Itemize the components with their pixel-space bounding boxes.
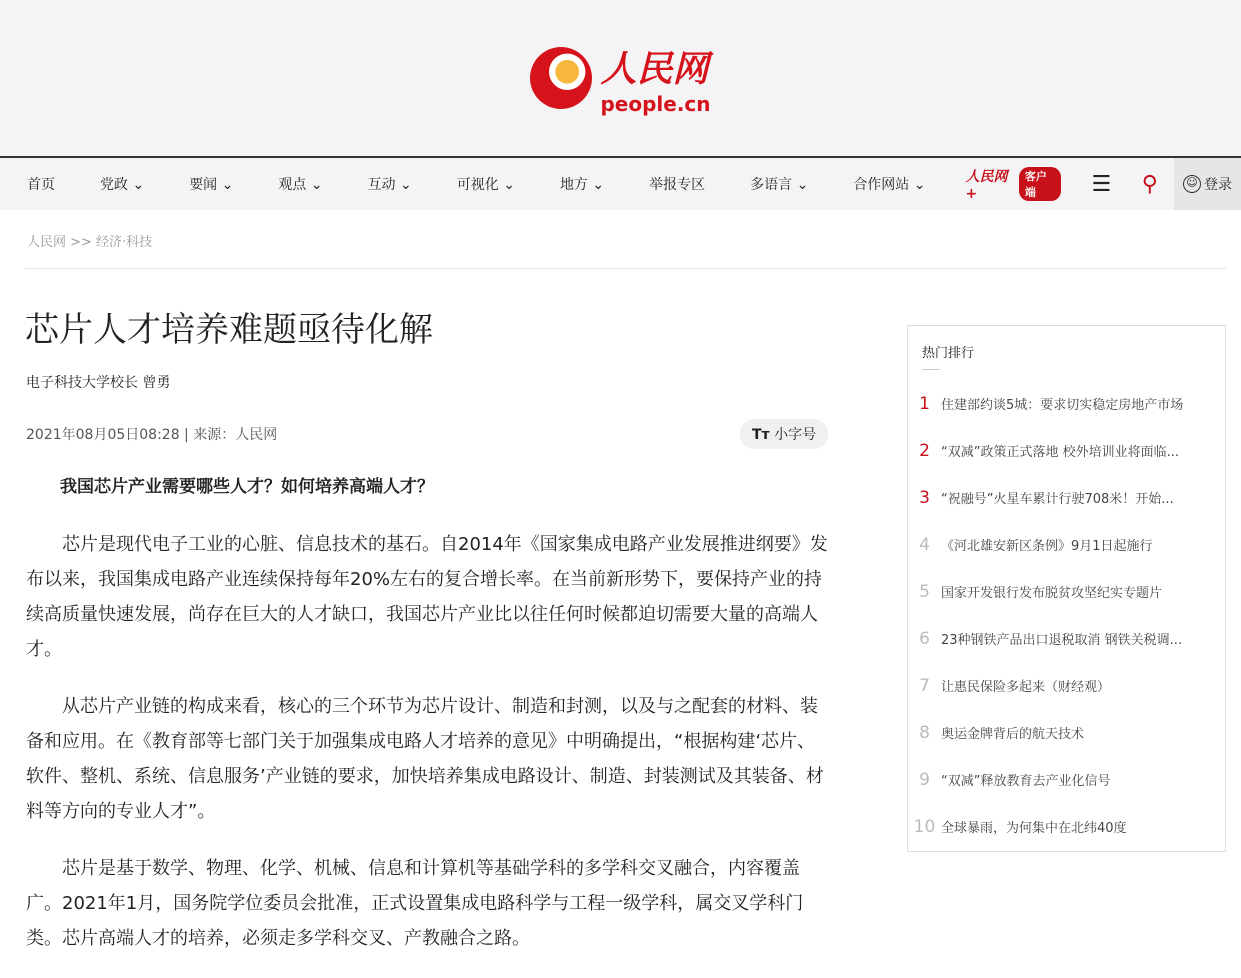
nav-item-label: 党政 [100,177,128,193]
site-logo[interactable] [530,41,710,116]
user-icon: ☺ [1183,175,1201,193]
font-size-toggle[interactable] [740,419,828,449]
chevron-down-icon: ⌄ [217,177,234,193]
rank-number: 5 [919,581,930,602]
nav-item-label: 可视化 [456,177,499,193]
article-paragraph: 芯片是基于数学、物理、化学、机械、信息和计算机等基础学科的多学科交叉融合，内容覆盖广。2021年1月，国务院学位委员会批准，正式设置集成电路科学与工程一级学科，属交叉学科门类。芯片高端人才的培养，必须走多学科交叉、产教融合之路。 [26,858,804,949]
rank-number: 1 [919,393,930,414]
ranking-item[interactable] [908,521,1225,568]
chevron-down-icon: ⌄ [498,177,515,193]
article-meta: 2021年08月05日08:28 | 来源：人民网 [26,427,278,443]
page-title: 芯片人才培养难题亟待化解 [25,310,433,350]
rank-link[interactable]: 《河北雄安新区条例》9月1日起施行 [941,539,1153,554]
app-label: 人民网+ [965,169,1008,202]
nav-item-label: 互动 [367,177,396,193]
logo-en: people.cn [600,91,711,116]
rank-link[interactable]: 国家开发银行发布脱贫攻坚纪实专题片 [941,586,1163,601]
main-nav [0,156,1241,210]
rank-link[interactable]: “双减”政策正式落地 校外培训业将面临... [941,445,1179,460]
hot-ranking-panel [907,325,1226,852]
rank-link[interactable]: 住建部约谈5城：要求切实稳定房地产市场 [941,398,1184,413]
chevron-down-icon: ⌄ [306,177,323,193]
chevron-down-icon: ⌄ [128,177,145,193]
chevron-down-icon: ⌄ [909,177,926,193]
nav-item[interactable] [0,174,55,194]
menu-icon[interactable]: ☰ [1091,171,1112,197]
nav-item-label: 观点 [278,177,307,193]
ranking-item[interactable] [908,662,1225,709]
nav-item[interactable] [430,174,515,194]
ranking-item[interactable] [908,474,1225,521]
nav-item-label: 多语言 [750,177,793,193]
title-underline [922,369,940,370]
nav-item[interactable] [73,174,144,194]
rank-link[interactable]: 让惠民保险多起来（财经观） [941,680,1111,695]
chevron-down-icon: ⌄ [792,177,809,193]
logo-cn: 人民网 [600,47,709,90]
rank-number: 8 [919,722,930,743]
article-author: 电子科技大学校长 曾勇 [26,375,171,391]
nav-item[interactable] [162,174,233,194]
ranking-item[interactable] [908,615,1225,662]
article-body [26,470,832,978]
ranking-item[interactable] [908,427,1225,474]
ranking-item[interactable] [908,709,1225,756]
nav-item-label: 地方 [559,177,588,193]
rank-link[interactable]: 23种钢铁产品出口退税取消 钢铁关税调... [941,633,1183,648]
breadcrumb[interactable]: 人民网 >> 经济·科技 [27,235,153,250]
rank-number: 6 [919,628,930,649]
font-size-label: 小字号 [774,427,817,443]
rank-number: 3 [919,487,930,508]
rank-link[interactable]: 奥运金牌背后的航天技术 [941,727,1085,742]
login-label: 登录 [1203,177,1232,193]
rank-link[interactable]: “祝融号”火星车累计行驶708米！开始... [941,492,1174,507]
search-icon[interactable]: ⚲ [1141,171,1158,197]
ranking-item[interactable] [908,568,1225,615]
article-paragraph: 芯片是现代电子工业的心脏、信息技术的基石。自2014年《国家集成电路产业发展推进纲要》发布以来，我国集成电路产业连续保持每年20%左右的复合增长率。在当前新形势下，要保持产业的持续高质量快速发展，尚存在巨大的人才缺口，我国芯片产业比以往任何时候都迫切需要大量的高端人才。 [26,534,828,660]
ranking-item[interactable] [908,756,1225,803]
nav-item[interactable] [622,174,705,194]
rank-link[interactable]: “双减”释放教育去产业化信号 [941,774,1111,789]
site-header [0,0,1241,156]
nav-item-label: 首页 [27,177,55,193]
app-download-link[interactable] [966,166,1062,202]
ranking-item[interactable] [908,380,1225,427]
rank-number: 2 [919,440,930,461]
nav-item[interactable] [533,174,604,194]
rank-number: 4 [919,534,930,555]
login-button[interactable] [1174,158,1241,210]
nav-item[interactable] [723,174,808,194]
chevron-down-icon: ⌄ [587,177,605,193]
rank-link[interactable]: 全球暴雨，为何集中在北纬40度 [941,821,1127,836]
divider [25,268,1226,269]
article-lead: 我国芯片产业需要哪些人才？如何培养高端人才？ [60,477,434,497]
ranking-item[interactable] [908,803,1225,850]
rank-number: 9 [919,769,930,790]
nav-item[interactable] [251,174,322,194]
nav-item-label: 合作网站 [853,177,910,193]
rank-number: 7 [919,675,930,696]
nav-item[interactable] [826,174,925,194]
nav-item-label: 举报专区 [649,177,706,193]
hot-ranking-title: 热门排行 [922,346,975,361]
font-size-icon: Tт [752,427,770,443]
rank-number: 10 [913,816,936,837]
chevron-down-icon: ⌄ [395,177,412,193]
nav-item[interactable] [341,174,412,194]
nav-item-label: 要闻 [189,177,218,193]
app-badge: 客户端 [1019,167,1061,201]
article-paragraph: 从芯片产业链的构成来看，核心的三个环节为芯片设计、制造和封测，以及与之配套的材料、装备和应用。在《教育部等七部门关于加强集成电路人才培养的意见》中明确提出，“根据构建‘芯片、软件、整机、系统、信息服务’产业链的要求，加快培养集成电路设计、制造、封装测试及其装备、材料等方向的专业人才”。 [26,696,824,822]
logo-emblem [530,47,592,109]
